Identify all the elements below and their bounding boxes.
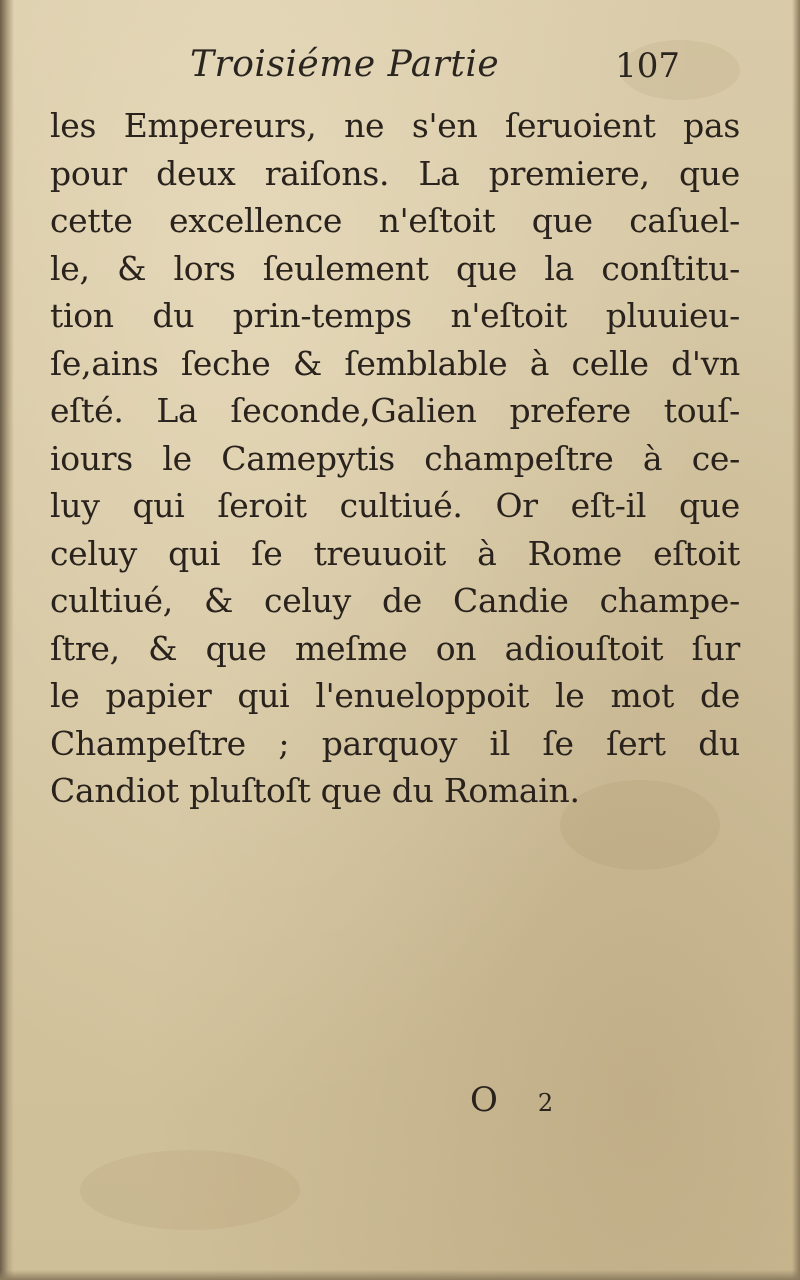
text-line: pour deux raiſons. La premiere, que	[50, 153, 740, 193]
text-line: ſe,ains ſeche & ſemblable à celle d'vn	[50, 343, 740, 383]
text-line: eſté. La ſeconde,Galien prefere touſ-	[50, 391, 740, 430]
text-line: cultiué, & celuy de Candie champe-	[50, 581, 740, 620]
page-number: 107	[615, 46, 680, 86]
page-right-edge	[792, 0, 800, 1280]
body-text	[50, 102, 740, 815]
text-line: ſtre, & que meſme on adiouſtoit ſur	[50, 628, 740, 668]
text-line: cette excellence n'eſtoit que caſuel-	[50, 201, 740, 240]
page-left-edge	[0, 0, 14, 1280]
text-line: luy qui ſeroit cultiué. Or eſt-il que	[50, 486, 740, 525]
text-line: celuy qui ſe treuuoit à Rome eſtoit	[50, 533, 740, 573]
page-header	[190, 44, 690, 104]
text-line: le, & lors ſeulement que la conſtitu-	[50, 248, 740, 288]
text-line: tion du prin-temps n'eſtoit pluuieu-	[50, 296, 740, 335]
text-line: Champeſtre ; parquoy il ſe ſert du	[50, 723, 740, 763]
text-line: Candiot pluſtoſt que du Romain.	[50, 771, 580, 810]
paper-stain	[80, 1150, 300, 1230]
signature-number: 2	[537, 1089, 554, 1117]
text-line: les Empereurs, ne s'en ſeruoient pas	[50, 106, 740, 145]
text-line: le papier qui l'enueloppoit le mot de	[50, 676, 740, 715]
page-bottom-edge	[0, 1270, 800, 1280]
signature-letter: O	[470, 1080, 498, 1120]
text-line: iours le Camepytis champeſtre à ce-	[50, 438, 740, 478]
signature-mark	[470, 1080, 553, 1120]
running-title: Troisiéme Partie	[190, 44, 500, 85]
